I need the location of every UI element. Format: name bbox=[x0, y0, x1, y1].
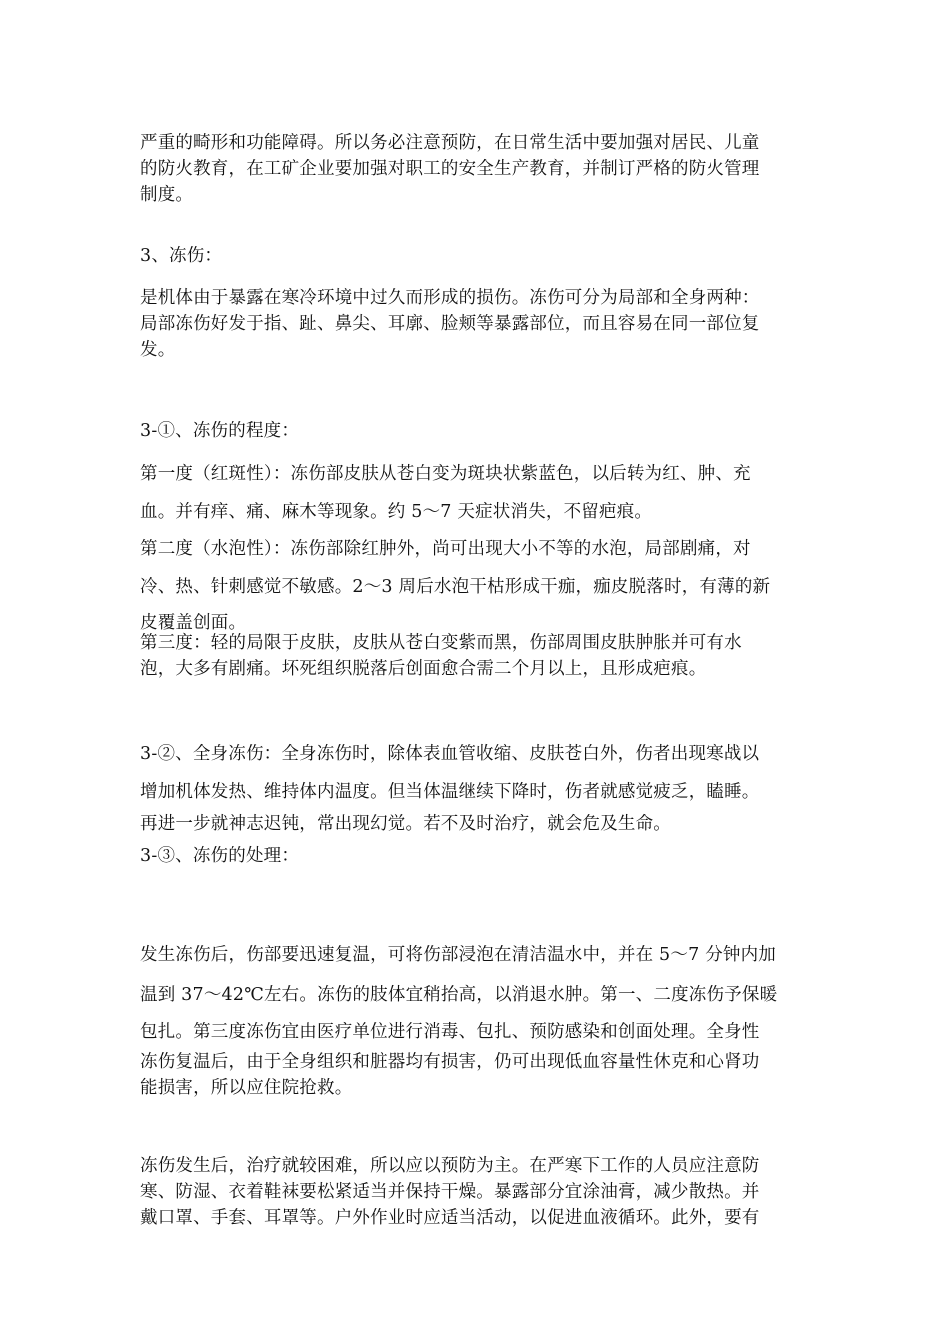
treatment-heading: 3-③、冻伤的处理： bbox=[140, 846, 300, 866]
text-line: 冷、热、针刺感觉不敏感。2～3 周后水泡干枯形成干痂，痂皮脱落时，有薄的新 bbox=[140, 577, 771, 597]
text-line: 是机体由于暴露在寒冷环境中过久而形成的损伤。冻伤可分为局部和全身两种： bbox=[140, 288, 760, 308]
text-line: 增加机体发热、维持体内温度。但当体温继续下降时，伤者就感觉疲乏，瞌睡。 bbox=[140, 782, 760, 802]
text-line: 再进一步就神志迟钝，常出现幻觉。若不及时治疗，就会危及生命。 bbox=[140, 814, 671, 834]
text-line: 局部冻伤好发于指、趾、鼻尖、耳廓、脸颊等暴露部位，而且容易在同一部位复 bbox=[140, 314, 760, 334]
text-line: 能损害，所以应住院抢救。 bbox=[140, 1078, 353, 1098]
text-line: 泡，大多有剧痛。坏死组织脱落后创面愈合需二个月以上，且形成疤痕。 bbox=[140, 659, 707, 679]
text-line: 冻伤复温后，由于全身组织和脏器均有损害，仍可出现低血容量性休克和心肾功 bbox=[140, 1052, 760, 1072]
text-line: 寒、防湿、衣着鞋袜要松紧适当并保持干燥。暴露部分宜涂油膏，减少散热。并 bbox=[140, 1182, 760, 1202]
treatment-paragraph bbox=[140, 935, 830, 1101]
frostbite-heading: 3、冻伤： bbox=[140, 246, 223, 266]
intro-paragraph bbox=[140, 130, 830, 208]
third-degree-paragraph bbox=[140, 630, 830, 682]
text-line: 第三度：轻的局限于皮肤，皮肤从苍白变紫而黑，伤部周围皮肤肿胀并可有水 bbox=[140, 633, 742, 653]
systemic-frostbite-paragraph bbox=[140, 735, 830, 837]
prevention-paragraph bbox=[140, 1153, 830, 1231]
second-degree-paragraph bbox=[140, 530, 830, 640]
first-degree-paragraph bbox=[140, 455, 830, 531]
degree-heading: 3-①、冻伤的程度： bbox=[140, 421, 300, 441]
text-line: 发生冻伤后，伤部要迅速复温，可将伤部浸泡在清洁温水中，并在 5～7 分钟内加 bbox=[140, 945, 776, 965]
text-line: 第一度（红斑性）：冻伤部皮肤从苍白变为斑块状紫蓝色，以后转为红、肿、充 bbox=[140, 464, 751, 484]
text-line: 温到 37～42℃左右。冻伤的肢体宜稍抬高，以消退水肿。第一、二度冻伤予保暖 bbox=[140, 985, 778, 1005]
text-line: 冻伤发生后，治疗就较困难，所以应以预防为主。在严寒下工作的人员应注意防 bbox=[140, 1156, 760, 1176]
text-line: 制度。 bbox=[140, 185, 194, 205]
text-line: 发。 bbox=[140, 340, 176, 360]
text-line: 严重的畸形和功能障碍。所以务必注意预防，在日常生活中要加强对居民、儿童 bbox=[140, 133, 760, 153]
text-line: 皮覆盖创面。 bbox=[140, 613, 247, 633]
text-line: 的防火教育，在工矿企业要加强对职工的安全生产教育，并制订严格的防火管理 bbox=[140, 159, 760, 179]
text-line: 血。并有痒、痛、麻木等现象。约 5～7 天症状消失，不留疤痕。 bbox=[140, 502, 653, 522]
frostbite-definition bbox=[140, 285, 830, 363]
text-line: 包扎。第三度冻伤宜由医疗单位进行消毒、包扎、预防感染和创面处理。全身性 bbox=[140, 1022, 760, 1042]
text-line: 戴口罩、手套、耳罩等。户外作业时应适当活动，以促进血液循环。此外，要有 bbox=[140, 1208, 760, 1228]
text-line: 3-②、全身冻伤：全身冻伤时，除体表血管收缩、皮肤苍白外，伤者出现寒战以 bbox=[140, 744, 760, 764]
text-line: 第二度（水泡性）：冻伤部除红肿外，尚可出现大小不等的水泡，局部剧痛，对 bbox=[140, 539, 751, 559]
